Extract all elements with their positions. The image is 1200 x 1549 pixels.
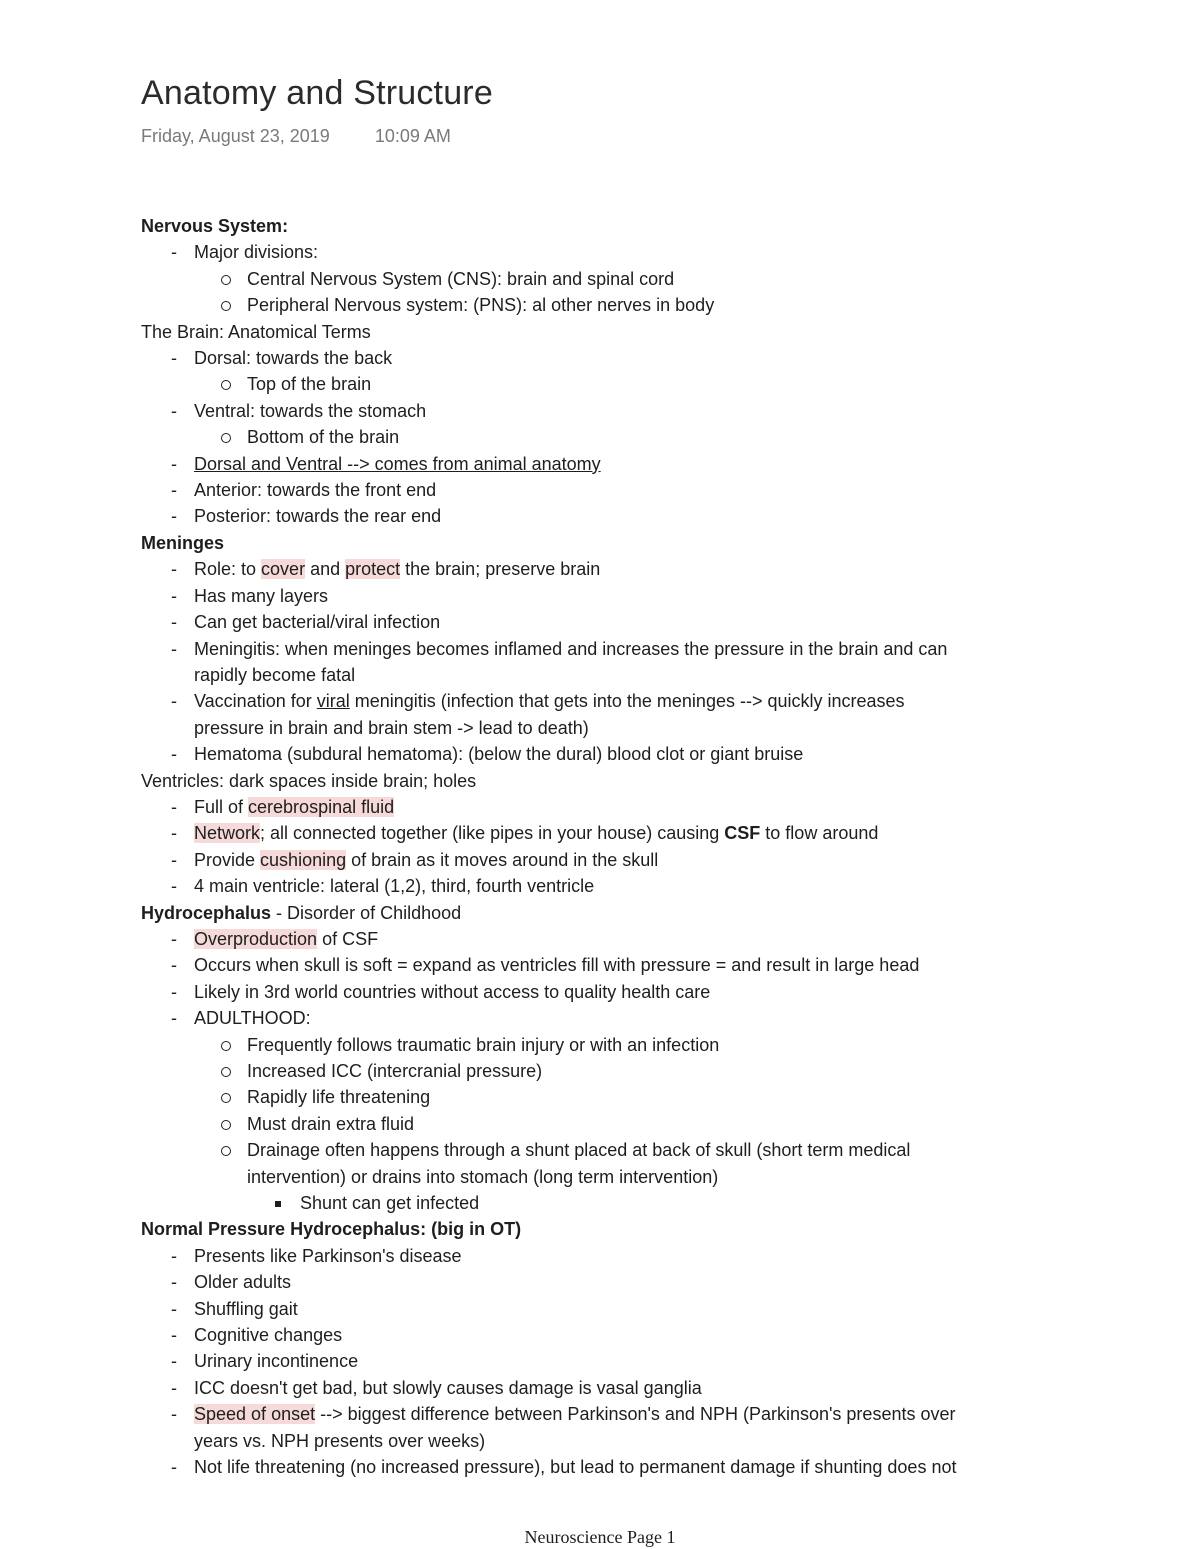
list-item: Increased ICC (intercranial pressure) bbox=[141, 1058, 1041, 1084]
page-date: Friday, August 23, 2019 bbox=[141, 126, 330, 146]
circle-bullet-icon bbox=[221, 301, 231, 311]
dash-bullet-icon bbox=[171, 979, 177, 1005]
list-item: - Likely in 3rd world countries without access to quality health care bbox=[141, 979, 1041, 1005]
list-item: Top of the brain bbox=[141, 371, 1041, 397]
list-item: - Meningitis: when meninges becomes inflamed and increases the pressure in the brain and can bbox=[141, 636, 1041, 662]
circle-bullet-icon bbox=[221, 1093, 231, 1103]
page-time: 10:09 AM bbox=[374, 126, 451, 146]
highlight-text: Overproduction bbox=[194, 928, 318, 949]
dash-bullet-icon bbox=[171, 794, 177, 820]
dash-bullet-icon bbox=[171, 583, 177, 609]
dash-bullet-icon bbox=[171, 1348, 177, 1374]
dash-bullet-icon bbox=[171, 477, 177, 503]
circle-bullet-icon bbox=[221, 1120, 231, 1130]
heading-nph: Normal Pressure Hydrocephalus: (big in OT) bbox=[141, 1219, 522, 1240]
list-item: - Can get bacterial/viral infection bbox=[141, 609, 1041, 635]
list-item: - Anterior: towards the front end bbox=[141, 477, 1041, 503]
list-item: - 4 main ventricle: lateral (1,2), third, fourth ventricle bbox=[141, 873, 1041, 899]
highlight-text: protect bbox=[345, 559, 401, 580]
list-item-continuation: pressure in brain and brain stem -> lead to death) bbox=[194, 717, 589, 738]
dash-bullet-icon bbox=[171, 926, 177, 952]
list-item: - Cognitive changes bbox=[141, 1322, 1041, 1348]
dash-bullet-icon bbox=[171, 609, 177, 635]
list-item: Frequently follows traumatic brain injury or with an infection bbox=[141, 1032, 1041, 1058]
list-item: - Has many layers bbox=[141, 583, 1041, 609]
list-item: - Older adults bbox=[141, 1269, 1041, 1295]
list-item: - Shuffling gait bbox=[141, 1296, 1041, 1322]
highlight-text: cushioning bbox=[260, 849, 347, 870]
dash-bullet-icon bbox=[171, 451, 177, 477]
list-item: - Presents like Parkinson's disease bbox=[141, 1243, 1041, 1269]
list-item: - Not life threatening (no increased pressure), but lead to permanent damage if shunting does not bbox=[141, 1454, 1041, 1480]
list-item: - Full of cerebrospinal fluid bbox=[141, 794, 1041, 820]
circle-bullet-icon bbox=[221, 275, 231, 285]
list-item: - ADULTHOOD: bbox=[141, 1005, 1041, 1031]
heading-brain-terms: The Brain: Anatomical Terms bbox=[141, 321, 371, 342]
dash-bullet-icon bbox=[171, 239, 177, 265]
dash-bullet-icon bbox=[171, 556, 177, 582]
dash-bullet-icon bbox=[171, 503, 177, 529]
heading-hydrocephalus: Hydrocephalus - Disorder of Childhood bbox=[141, 902, 462, 923]
dash-bullet-icon bbox=[171, 1401, 177, 1427]
list-item: - Occurs when skull is soft = expand as ventricles fill with pressure = and result in large head bbox=[141, 952, 1041, 978]
notes-body bbox=[141, 213, 1041, 1481]
dash-bullet-icon bbox=[171, 688, 177, 714]
list-item: - Vaccination for viral meningitis (infection that gets into the meninges --> quickly increases bbox=[141, 688, 1041, 714]
list-item-continuation: years vs. NPH presents over weeks) bbox=[194, 1430, 486, 1451]
dash-bullet-icon bbox=[171, 1243, 177, 1269]
list-item: - ICC doesn't get bad, but slowly causes damage is vasal ganglia bbox=[141, 1375, 1041, 1401]
dash-bullet-icon bbox=[171, 1005, 177, 1031]
list-item: - Posterior: towards the rear end bbox=[141, 503, 1041, 529]
circle-bullet-icon bbox=[221, 1067, 231, 1077]
dash-bullet-icon bbox=[171, 1269, 177, 1295]
dash-bullet-icon bbox=[171, 345, 177, 371]
dash-bullet-icon bbox=[171, 1454, 177, 1480]
list-item: - Role: to cover and protect the brain; preserve brain bbox=[141, 556, 1041, 582]
list-item: Rapidly life threatening bbox=[141, 1084, 1041, 1110]
list-item: - Network; all connected together (like pipes in your house) causing CSF to flow around bbox=[141, 820, 1041, 846]
heading-ventricles: Ventricles: dark spaces inside brain; holes bbox=[141, 770, 477, 791]
highlight-text: cerebrospinal fluid bbox=[248, 796, 395, 817]
circle-bullet-icon bbox=[221, 380, 231, 390]
page-footer: Neuroscience Page 1 bbox=[524, 1527, 676, 1547]
list-item: - Urinary incontinence bbox=[141, 1348, 1041, 1374]
highlight-text: cover bbox=[261, 559, 306, 580]
dash-bullet-icon bbox=[171, 873, 177, 899]
dash-bullet-icon bbox=[171, 398, 177, 424]
list-item-continuation: rapidly become fatal bbox=[194, 664, 356, 685]
heading-nervous-system: Nervous System: bbox=[141, 216, 289, 236]
dash-bullet-icon bbox=[171, 847, 177, 873]
circle-bullet-icon bbox=[221, 433, 231, 443]
list-item: Drainage often happens through a shunt placed at back of skull (short term medical bbox=[141, 1137, 1041, 1163]
list-item: Bottom of the brain bbox=[141, 424, 1041, 450]
page-title: Anatomy and Structure bbox=[141, 74, 493, 112]
heading-meninges: Meninges bbox=[141, 532, 225, 553]
dash-bullet-icon bbox=[171, 741, 177, 767]
list-item: - Hematoma (subdural hematoma): (below the dural) blood clot or giant bruise bbox=[141, 741, 1041, 767]
list-item-continuation: intervention) or drains into stomach (long term intervention) bbox=[247, 1166, 719, 1187]
highlight-text: Network bbox=[194, 823, 261, 844]
dash-bullet-icon bbox=[171, 820, 177, 846]
dash-bullet-icon bbox=[171, 1375, 177, 1401]
list-item: - Overproduction of CSF bbox=[141, 926, 1041, 952]
circle-bullet-icon bbox=[221, 1146, 231, 1156]
highlight-text: Speed of onset bbox=[194, 1404, 316, 1425]
list-item: Shunt can get infected bbox=[141, 1190, 1041, 1216]
dash-bullet-icon bbox=[171, 1322, 177, 1348]
list-item: Peripheral Nervous system: (PNS): al other nerves in body bbox=[141, 292, 1041, 318]
list-item: - Provide cushioning of brain as it moves around in the skull bbox=[141, 847, 1041, 873]
dash-bullet-icon bbox=[171, 952, 177, 978]
page-meta bbox=[141, 126, 451, 147]
list-item: - Ventral: towards the stomach bbox=[141, 398, 1041, 424]
list-item: - Speed of onset --> biggest difference between Parkinson's and NPH (Parkinson's presents over bbox=[141, 1401, 1041, 1427]
dash-bullet-icon bbox=[171, 1296, 177, 1322]
dash-bullet-icon bbox=[171, 636, 177, 662]
square-bullet-icon bbox=[275, 1201, 281, 1207]
list-item: - Dorsal and Ventral --> comes from animal anatomy bbox=[141, 451, 1041, 477]
list-item: - Major divisions: bbox=[141, 239, 1041, 265]
list-item: - Dorsal: towards the back bbox=[141, 345, 1041, 371]
list-item: Must drain extra fluid bbox=[141, 1111, 1041, 1137]
circle-bullet-icon bbox=[221, 1041, 231, 1051]
list-item: Central Nervous System (CNS): brain and spinal cord bbox=[141, 266, 1041, 292]
